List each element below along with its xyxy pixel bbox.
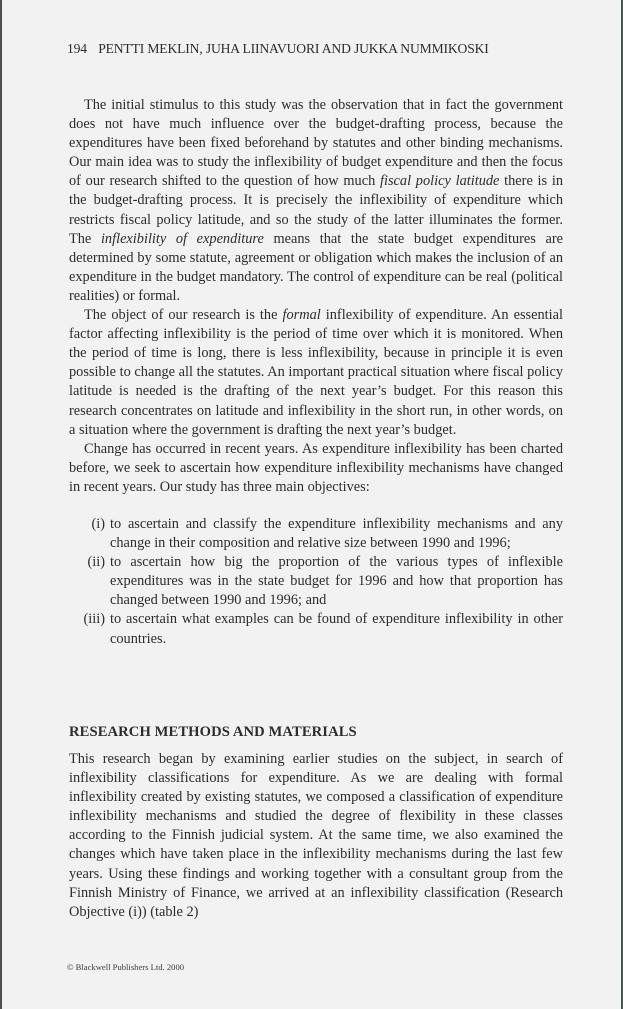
objective-number: (ii) (87, 554, 105, 571)
paragraph (69, 440, 563, 497)
body-text (69, 96, 563, 649)
objective-number: (iii) (83, 611, 105, 628)
page-number: 194 (67, 41, 87, 56)
author-names: PENTTI MEKLIN, JUHA LIINAVUORI AND JUKKA NUMMIKOSKI (98, 41, 489, 56)
text-run: The initial stimulus to this study was the observation that in fact the government does not have much influence over the budget-drafting process, because the expenditures have been fixed beforehand by statutes and other binding mechanisms. Our main idea was to study the inflexibility of budget expenditure and then the focus of our research shifted to the question of how much (69, 97, 563, 190)
italic-term: fiscal policy latitude (380, 173, 500, 190)
text-run: inflexibility of expenditure. An essential factor affecting inflexibility is the period of time over which it is monitored. When the period of time is long, there is less inflexibility, because in principle it is even possible to change all the statutes. An important practical situation where fiscal policy latitude is needed is the drafting of the next year’s budget. For this reason this research concentrates on latitude and inflexibility in the short run, in other words, on a situation where the government is drafting the next year’s budget. (69, 307, 563, 438)
section-heading: RESEARCH METHODS AND MATERIALS (69, 724, 357, 740)
objective-text: to ascertain and classify the expenditure inflexibility mechanisms and any change in their composition and relative size between 1990 and 1996; (110, 515, 563, 552)
objective-number: (i) (91, 515, 105, 532)
text-run: The object of our research is the (84, 307, 283, 324)
paragraph (69, 306, 563, 440)
objectives-list (69, 515, 563, 649)
journal-page (2, 0, 621, 1009)
section-body (69, 750, 563, 922)
objective-item (69, 553, 563, 610)
italic-term: inflexibility of expenditure (100, 230, 264, 247)
objective-text: to ascertain what examples can be found of expenditure inflexibility in other countries. (110, 611, 563, 647)
copyright-notice: © Blackwell Publishers Ltd. 2000 (67, 962, 185, 972)
paragraph (69, 96, 563, 306)
italic-term: formal (282, 307, 321, 324)
objective-text: to ascertain how big the proportion of the various types of inflexible expenditures was in the state budget for 1996 and how that proportion has changed between 1990 and 1996; and (110, 554, 563, 609)
running-head (67, 41, 489, 57)
objective-item (69, 515, 563, 553)
paragraph: This research began by examining earlier studies on the subject, in search of inflexibility classifications for expenditure. As we are dealing with formal inflexibility created by existing statutes, we composed a classification of expenditure inflexibility mechanisms and studied the degree of flexibility in these classes according to the Finnish judicial system. At the same time, we also examined the changes which have taken place in the inflexibility mechanisms during the last few years. Using these findings and working together with a consultant group from the Finnish Ministry of Finance, we arrived at an inflexibility classification (Research Objective (i)) (table 2) (69, 751, 563, 920)
objective-item (69, 610, 563, 648)
text-run: there is in the budget-drafting process. It is precisely the inflexibility of expenditure which restricts fiscal policy latitude, and so the study of the latter illuminates the former. The (69, 173, 564, 247)
text-run: Change has occurred in recent years. As expenditure inflexibility has been charted before, we seek to ascertain how expenditure inflexibility mechanisms have changed in recent years. Our study has three main objectives: (69, 440, 563, 495)
text-run: means that the state budget expenditures are determined by some statute, agreement or obligation which makes the inclusion of an expenditure in the budget mandatory. The control of expenditure can be real (political realities) or formal. (69, 230, 564, 304)
